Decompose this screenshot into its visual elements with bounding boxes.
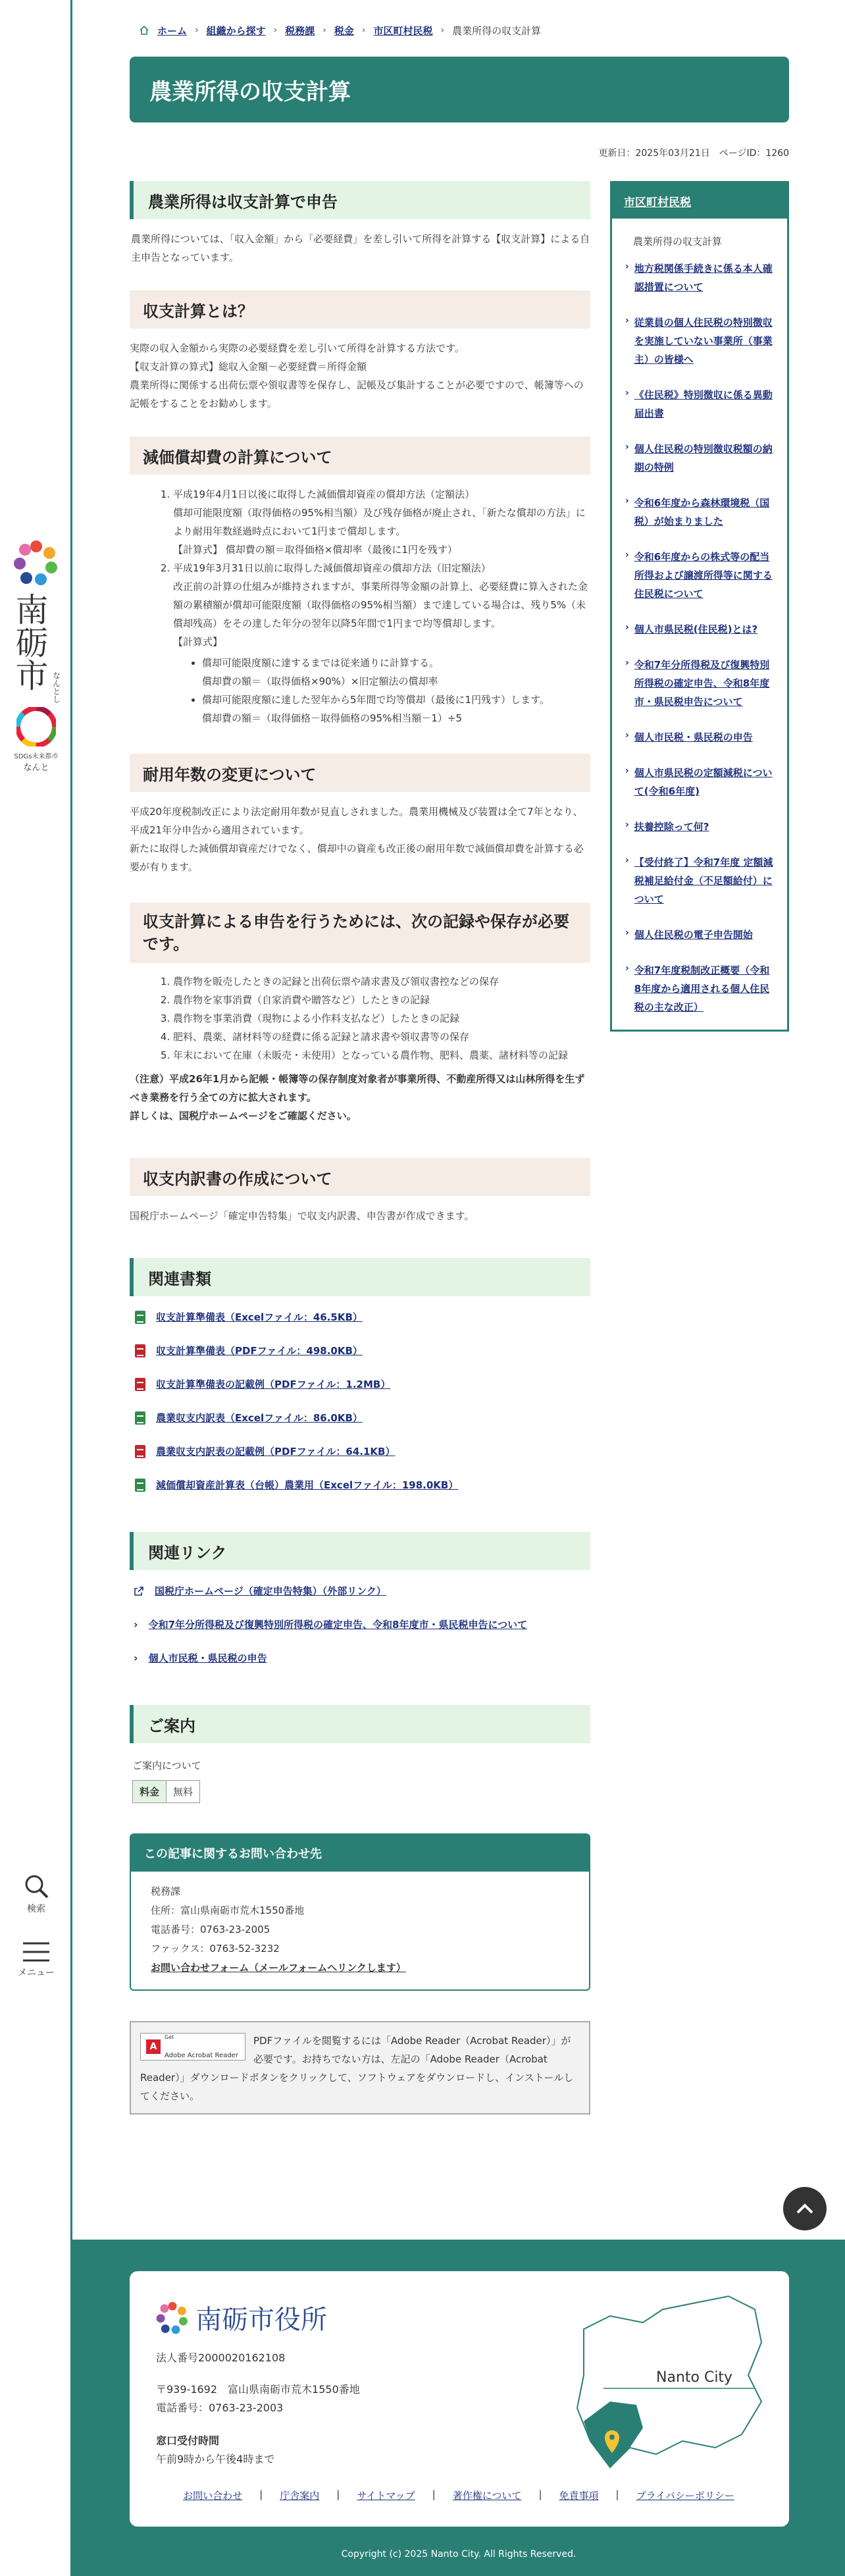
pdf-file-icon <box>135 1344 145 1357</box>
breadcrumb-tax[interactable]: 税金 <box>334 24 354 37</box>
main-area <box>130 0 789 2102</box>
section-heading-guide: ご案内 <box>130 1705 590 1743</box>
breadcrumb-organization[interactable]: 組織から探す <box>206 24 266 37</box>
sidebar-item <box>625 440 774 477</box>
sidebar-current-item: 農業所得の収支計算 <box>633 236 723 248</box>
chevron-right-icon: › <box>625 388 629 398</box>
section-text: 実際の収入金額から実際の必要経費を差し引いて所得を計算する方法です。 <box>130 342 465 354</box>
footer-separator: | <box>336 2488 340 2500</box>
contact-box <box>130 1833 590 1991</box>
list-item <box>130 1468 590 1502</box>
formula-list <box>130 654 590 727</box>
related-link-list <box>130 1574 590 1675</box>
document-list <box>130 1300 590 1502</box>
document-link[interactable]: 農業収支内訳表の記載例（PDFファイル：64.1KB） <box>156 1446 396 1458</box>
sidebar-item <box>625 656 774 711</box>
adobe-logo-icon: A <box>146 2039 161 2054</box>
search-label: 検索 <box>27 1904 45 1914</box>
contact-phone: 電話番号：0763-23-2005 <box>151 1924 270 1935</box>
sidebar-link[interactable]: 令和6年度からの株式等の配当所得および譲渡所得等に関する住民税について <box>634 551 773 600</box>
footer-link-privacy[interactable]: プライバシーポリシー <box>636 2490 734 2502</box>
related-link[interactable]: 令和7年分所得税及び復興特別所得税の確定申告、令和8年度市・県民税申告について <box>148 1619 528 1631</box>
sidebar-nav <box>610 181 789 1032</box>
search-icon <box>23 1873 49 1899</box>
sidebar-item <box>625 620 774 639</box>
sidebar-item <box>625 386 774 423</box>
contact-form-link[interactable]: お問い合わせフォーム（メールフォームへリンクします） <box>151 1962 406 1974</box>
sidebar-link[interactable]: 令和7年分所得税及び復興特別所得税の確定申告、令和8年度市・県民税申告について <box>634 659 770 708</box>
footer-separator: | <box>615 2488 619 2500</box>
adobe-reader-download-button[interactable]: A Get Adobe Acrobat Reader <box>140 2033 245 2061</box>
search-button[interactable] <box>13 1873 59 1915</box>
chevron-right-icon: › <box>625 496 629 506</box>
section-heading-documents: 関連書類 <box>130 1258 590 1296</box>
list-item: 3. 農作物を事業消費（現物による小作料支払など）したときの記録 <box>173 1009 590 1028</box>
hamburger-icon <box>22 1941 51 1963</box>
corporate-number: 法人番号2000020162108 <box>156 2352 286 2364</box>
records-list <box>130 972 590 1065</box>
list-item: 5. 年末において在庫（未販売・未使用）となっている農作物、肥料、農薬、諸材料等の記録 <box>173 1046 590 1065</box>
sdgs-wheel-icon <box>16 707 56 747</box>
sidebar-link[interactable]: 令和7年度税制改正概要（令和8年度から適用される個人住民税の主な改正） <box>634 964 770 1013</box>
sidebar-link[interactable]: 令和6年度から森林環境税（国税）が始まりました <box>634 497 770 527</box>
document-link[interactable]: 収支計算準備表（PDFファイル：498.0KB） <box>156 1345 363 1357</box>
related-link[interactable]: 国税庁ホームページ（確定申告特集）（外部リンク） <box>155 1585 386 1597</box>
sdgs-caption: SDGs未来都市 <box>14 753 59 760</box>
chevron-right-icon: › <box>625 442 629 452</box>
sidebar-link[interactable]: 個人住民税の特別徴収税額の納期の特例 <box>634 443 773 473</box>
footer-separator: | <box>432 2488 436 2500</box>
breadcrumb <box>130 16 789 45</box>
sdgs-name: なんと <box>23 763 49 773</box>
section-heading-related: 関連リンク <box>130 1532 590 1570</box>
chevron-right-icon: › <box>625 730 629 741</box>
list-item <box>130 1574 590 1608</box>
footer-separator: | <box>259 2488 263 2500</box>
list-item <box>130 1608 590 1641</box>
list-item: • 償却可能限度額に達した翌年から5年間で均等償却（最後に1円残す）します。 償却費の額＝（取得価格－取得価格の95%相当額－1）÷5 <box>202 691 590 727</box>
breadcrumb-current: 農業所得の収支計算 <box>452 24 542 37</box>
breadcrumb-separator: › <box>195 25 199 36</box>
footer-logo[interactable] <box>156 2299 327 2336</box>
list-item: 2. 平成19年3月31日以前に取得した減価償却資産の償却方法（旧定額法） 改正前の計算の仕組みが維持されますが、事業所得等金額の計算上、必要経費に算入された金額の累積額が償却可能限度額（取得価格の95%相当額）まで達している場合は、残り5%（未償却残高）をその達した年分の翌年以降5年間で1円まで均等償却します。 【計算式】 <box>173 559 590 651</box>
list-item: 1. 農作物を販売したときの記録と出荷伝票や請求書及び領収書控などの保存 <box>173 972 590 991</box>
document-link[interactable]: 農業収支内訳表（Excelファイル：86.0KB） <box>156 1412 363 1424</box>
document-link[interactable]: 収支計算準備表の記載例（PDFファイル：1.2MB） <box>156 1379 391 1390</box>
fee-table <box>132 1780 200 1803</box>
chevron-right-icon: › <box>625 855 629 866</box>
list-item <box>130 1334 590 1367</box>
section-text: 農業所得については、「収入金額」から「必要経費」を差し引いて所得を計算する【収支計算】による自主申告となっています。 <box>131 233 590 263</box>
hours-value: 午前9時から午後4時まで <box>156 2453 275 2465</box>
city-logo[interactable] <box>9 540 63 773</box>
footer-card <box>130 2271 789 2527</box>
depreciation-list <box>130 485 590 651</box>
breadcrumb-separator: › <box>361 25 366 36</box>
section-text: 農業所得に関係する出荷伝票や領収書等を保存し、記帳及び集計することが必要ですので、帳簿等への記帳をすることをお勧めします。 <box>130 379 584 409</box>
breadcrumb-separator: › <box>273 25 278 36</box>
menu-label: メニュー <box>18 1968 55 1978</box>
section-text: 国税庁ホームページ「確定申告特集」で収支内訳書、申告書が作成できます。 <box>130 1210 474 1222</box>
section-heading-depreciation: 減価償却費の計算について <box>130 436 590 475</box>
sidebar-item <box>625 764 774 801</box>
footer-logo-text: 南砺市役所 <box>195 2305 327 2335</box>
footer-link-office[interactable]: 庁舎案内 <box>280 2490 320 2502</box>
fee-label: 料金 <box>133 1781 166 1803</box>
toyama-map-icon <box>564 2290 775 2481</box>
sidebar-item <box>625 961 774 1016</box>
excel-file-icon <box>135 1311 145 1324</box>
footer-link-disclaimer[interactable]: 免責事項 <box>559 2490 599 2502</box>
external-link-icon <box>134 1586 144 1596</box>
chevron-right-icon: › <box>625 622 629 633</box>
footer-phone: 電話番号：0763-23-2003 <box>156 2402 284 2414</box>
sidebar-title[interactable]: 市区町村民税 <box>612 183 787 219</box>
sidebar-link[interactable]: 個人市民税・県民税の申告 <box>634 731 753 743</box>
breadcrumb-tax-division[interactable]: 税務課 <box>285 24 315 37</box>
city-name: 南砺市 <box>10 592 49 691</box>
contact-dept: 税務課 <box>151 1885 181 1897</box>
adobe-reader-text: PDFファイルを閲覧するには「Adobe Reader（Acrobat Reader）」が必要です。お持ちでない方は、左記の「Adobe Reader（Acrobat Reader）」ダウンロードボタンをクリックして、ソフトウェアをダウンロードし、インストールしてください。 <box>140 2035 574 2102</box>
chevron-right-icon: › <box>134 1652 138 1664</box>
section-heading-useful-life: 耐用年数の変更について <box>130 754 590 792</box>
document-link[interactable]: 減価償却資産計算表（台帳）農業用（Excelファイル：198.0KB） <box>156 1479 459 1491</box>
sidebar-link[interactable]: 地方税関係手続きに係る本人確認措置について <box>634 263 773 293</box>
sidebar-link[interactable]: 従業員の個人住民税の特別徴収を実施していない事業所（事業主）の皆様へ <box>634 317 773 365</box>
chevron-right-icon: › <box>625 550 629 560</box>
update-info: 更新日：2025年03月21日 ページID：1260 <box>598 148 789 159</box>
sidebar-item <box>625 259 774 296</box>
pdf-file-icon <box>135 1445 145 1458</box>
city-emblem-icon <box>156 2301 189 2334</box>
sidebar-item <box>625 818 774 836</box>
chevron-right-icon: › <box>625 928 629 938</box>
excel-file-icon <box>135 1411 145 1425</box>
sidebar-link[interactable]: 《住民税》特別徴収に係る異動届出書 <box>634 389 773 419</box>
sidebar-item <box>625 494 774 531</box>
sidebar-item <box>625 548 774 603</box>
side-rail <box>0 0 72 2576</box>
sidebar-item <box>625 728 774 747</box>
breadcrumb-separator: › <box>440 25 445 36</box>
section-text: 【収支計算の算式】総収入金額－必要経費＝所得金額 <box>130 361 367 373</box>
sidebar-link[interactable]: 扶養控除って何? <box>634 821 709 833</box>
fee-value: 無料 <box>166 1781 200 1803</box>
chevron-right-icon: › <box>625 261 629 272</box>
guide-text: ご案内について <box>132 1760 201 1772</box>
chevron-right-icon: › <box>625 766 629 776</box>
list-item: 4. 肥料、農薬、諸材料等の経費に係る記録と請求書や領収書等の保存 <box>173 1028 590 1046</box>
footer-link-contact[interactable]: お問い合わせ <box>183 2490 243 2502</box>
sidebar-item <box>625 926 774 944</box>
chevron-up-icon <box>796 2202 814 2215</box>
contact-fax: ファックス：0763-52-3232 <box>151 1943 280 1955</box>
chevron-right-icon: › <box>625 315 629 326</box>
site-footer <box>72 2240 845 2576</box>
contact-title: この記事に関するお問い合わせ先 <box>131 1835 589 1872</box>
breadcrumb-separator: › <box>322 25 326 36</box>
section-heading-statement: 収支内訳書の作成について <box>130 1158 590 1196</box>
list-item <box>130 1434 590 1468</box>
chevron-right-icon: › <box>134 1618 138 1631</box>
back-to-top-button[interactable] <box>783 2187 827 2230</box>
copyright: Copyright (c) 2025 Nanto City. All Rights Reserved. <box>341 2549 576 2560</box>
menu-button[interactable] <box>13 1941 59 1979</box>
chevron-right-icon: › <box>625 820 629 830</box>
chevron-right-icon: › <box>625 963 629 974</box>
sidebar-item <box>625 313 774 369</box>
footer-link-sitemap[interactable]: サイトマップ <box>357 2490 415 2502</box>
sidebar-link[interactable]: 個人住民税の電子申告開始 <box>634 929 753 941</box>
adobe-reader-notice <box>130 2021 590 2115</box>
sidebar-link[interactable]: 【受付終了】令和7年度 定額減税補足給付金（不足額給付）について <box>634 856 773 905</box>
list-item: 2. 農作物を家事消費（自家消費や贈答など）したときの記録 <box>173 991 590 1009</box>
list-item <box>130 1367 590 1401</box>
document-link[interactable]: 収支計算準備表（Excelファイル：46.5KB） <box>156 1311 363 1323</box>
breadcrumb-home[interactable]: ホーム <box>157 24 188 37</box>
section-text: 新たに取得した減価償却資産だけでなく、償却中の資産も改正後の耐用年数で減価償却費を計算する必要が有ります。 <box>130 843 584 873</box>
sidebar-item <box>625 853 774 908</box>
list-item <box>130 1401 590 1434</box>
note-text: 詳しくは、国税庁ホームページをご確認ください。 <box>130 1110 357 1122</box>
footer-separator: | <box>538 2488 542 2500</box>
footer-link-copyright[interactable]: 著作権について <box>452 2490 522 2502</box>
contact-address: 住所：富山県南砺市荒木1550番地 <box>151 1905 305 1916</box>
section-heading-what-is: 収支計算とは？ <box>130 290 590 329</box>
home-icon <box>139 25 149 36</box>
note-text: （注意）平成26年1月から記帳・帳簿等の保存制度対象者が事業所得、不動産所得又は山林所得を生ずべき業務を行う全ての方に拡大されます。 <box>130 1073 585 1103</box>
list-item <box>130 1641 590 1675</box>
excel-file-icon <box>135 1479 145 1492</box>
city-name-reading: なんとし <box>51 671 61 703</box>
section-heading-records: 収支計算による申告を行うためには、次の記録や保存が必要です。 <box>130 903 590 963</box>
related-link[interactable]: 個人市民税・県民税の申告 <box>148 1652 267 1664</box>
section-heading-summary: 農業所得は収支計算で申告 <box>130 181 590 219</box>
city-emblem-icon <box>13 540 59 586</box>
chevron-right-icon: › <box>625 658 629 668</box>
list-item: • 償却可能限度額に達するまでは従来通りに計算する。 償却費の額＝（取得価格×90%）×旧定額法の償却率 <box>202 654 590 691</box>
pdf-file-icon <box>135 1378 145 1391</box>
sidebar-link[interactable]: 個人市県民税の定額減税について(令和6年度) <box>634 767 773 797</box>
map-label: Nanto City <box>656 2369 733 2386</box>
section-text: 平成20年度税制改正により法定耐用年数が見直しされました。農業用機械及び装置は全て7年となり、平成21年分申告から適用されています。 <box>130 806 583 836</box>
list-item: 1. 平成19年4月1日以後に取得した減価償却資産の償却方法（定額法） 償却可能限度額（取得価格の95%相当額）及び残存価格が廃止され、「新たな償却の方法」により耐用年数経過時点において1円まで償却します。 【計算式】 償却費の額＝取得価格×償却率（最後に1円を残す） <box>173 485 590 559</box>
breadcrumb-municipal-tax[interactable]: 市区町村民税 <box>373 24 433 37</box>
hours-label: 窓口受付時間 <box>156 2434 220 2447</box>
article-content <box>130 181 590 2115</box>
sidebar-link[interactable]: 個人市県民税(住民税)とは? <box>634 623 758 635</box>
page-title: 農業所得の収支計算 <box>130 57 789 122</box>
footer-address: 〒939-1692 富山県南砺市荒木1550番地 <box>156 2383 360 2396</box>
footer-link-list <box>156 2488 761 2502</box>
list-item <box>130 1300 590 1334</box>
